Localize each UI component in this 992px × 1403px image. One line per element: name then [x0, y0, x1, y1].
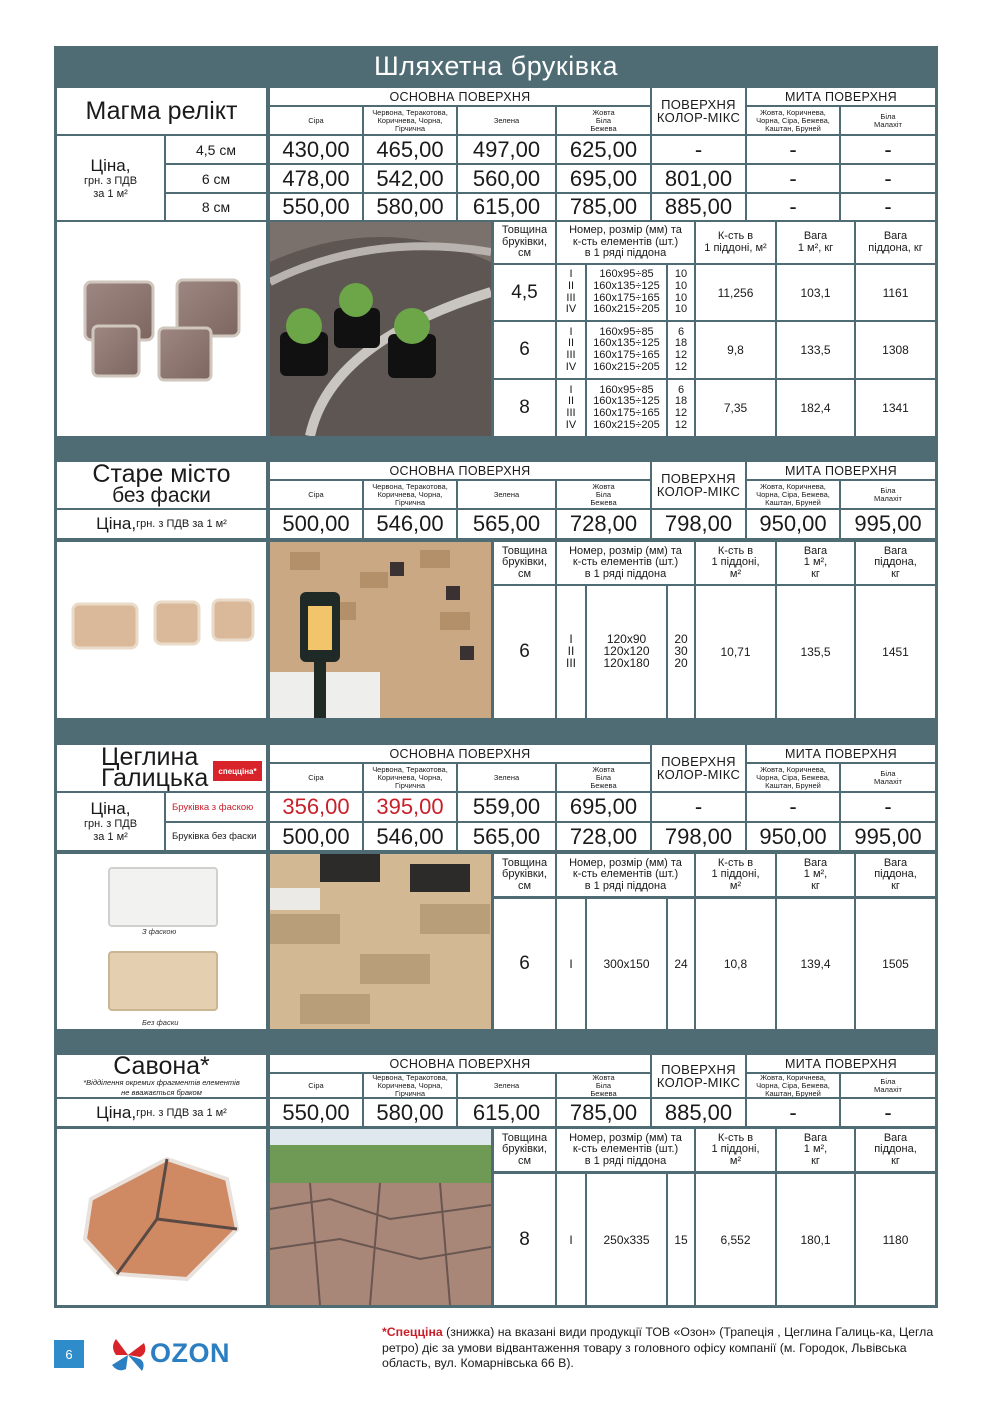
- price-cell: -: [841, 165, 935, 192]
- price-cell: -: [841, 1099, 935, 1126]
- spec-number: I: [557, 1174, 585, 1305]
- price-cell: 615,00: [458, 1099, 555, 1126]
- spec-numbers: I II III IV: [557, 322, 585, 378]
- price-cell: -: [747, 136, 839, 163]
- spec-pallet-header: Вага піддона, кг: [856, 542, 935, 584]
- price-cell: 560,00: [458, 165, 555, 192]
- spec-qty: 7,35: [696, 380, 775, 436]
- spec-weight-header: Вага 1 м², кг: [777, 854, 854, 896]
- price-cell: 798,00: [652, 823, 745, 850]
- main-surface-header: ОСНОВНА ПОВЕРХНЯ: [270, 1055, 650, 1072]
- spec-size-header: Номер, розмір (мм) та к-сть елементів (шт.) в 1 ряді піддона: [557, 542, 694, 584]
- price-cell: 546,00: [364, 823, 456, 850]
- product-name: Цеглина Галицька: [57, 745, 266, 791]
- color-mix-header: ПОВЕРХНЯ КОЛОР-МІКС: [652, 745, 745, 791]
- col-grey: Сіра: [270, 764, 362, 791]
- spec-thickness-header: Товщина бруківки, см: [494, 222, 555, 263]
- col-yellow: Жовта Біла Бежева: [557, 764, 650, 791]
- spec-thickness: 6: [494, 586, 555, 718]
- col-washed-white: Біла Малахіт: [841, 764, 935, 791]
- caption-no-chamfer: Без фаски: [142, 1018, 179, 1027]
- spec-thickness: 6: [494, 322, 555, 378]
- color-mix-header: ПОВЕРХНЯ КОЛОР-МІКС: [652, 462, 745, 508]
- price-cell: 798,00: [652, 510, 745, 538]
- special-price-badge: спецціна*: [213, 761, 262, 781]
- main-surface-header: ОСНОВНА ПОВЕРХНЯ: [270, 88, 650, 105]
- col-washed-white: Біла Малахіт: [841, 481, 935, 508]
- main-surface-header: ОСНОВНА ПОВЕРХНЯ: [270, 462, 650, 479]
- spec-thickness: 6: [494, 899, 555, 1029]
- product-sample-image: [57, 222, 266, 436]
- spec-numbers: I II III IV: [557, 265, 585, 320]
- col-red: Червона, Теракотова, Коричнева, Чорна, Гірчична: [364, 1074, 456, 1097]
- spec-thickness-header: Товщина бруківки, см: [494, 542, 555, 584]
- logo-text: OZON: [150, 1338, 230, 1368]
- product-sample-image: [57, 542, 266, 718]
- price-cell: 615,00: [458, 194, 555, 220]
- thickness-label: 8 см: [166, 194, 266, 220]
- spec-count: 15: [668, 1174, 694, 1305]
- product-sample-image: [57, 1129, 266, 1305]
- col-grey: Сіра: [270, 1074, 362, 1097]
- spec-counts: 6 18 12 12: [668, 380, 694, 436]
- price-cell: -: [747, 165, 839, 192]
- price-cell: 801,00: [652, 165, 745, 192]
- spec-qty: 11,256: [696, 265, 775, 320]
- spec-numbers: I II III IV: [557, 380, 585, 436]
- spec-weight-header: Вага 1 м², кг: [777, 1129, 854, 1171]
- spec-counts: 20 30 20: [668, 586, 694, 718]
- spec-counts: 6 18 12 12: [668, 322, 694, 378]
- price-label: Ціна, грн. з ПДВ за 1 м²: [57, 1099, 266, 1126]
- spec-sizes: 160x95÷85 160x135÷125 160x175÷165 160x215÷205: [587, 265, 666, 320]
- product-name: Магма релікт: [57, 88, 266, 134]
- caption-chamfer: З фаскою: [142, 927, 177, 936]
- price-cell: -: [652, 136, 745, 163]
- price-cell: 580,00: [364, 1099, 456, 1126]
- price-label: Ціна, грн. з ПДВ за 1 м²: [57, 136, 164, 220]
- price-cell: -: [747, 194, 839, 220]
- color-mix-header: ПОВЕРХНЯ КОЛОР-МІКС: [652, 88, 745, 134]
- spec-pallet: 1180: [856, 1174, 935, 1305]
- no-chamfer-label: Бруківка без фаски: [166, 823, 266, 850]
- col-red: Червона, Теракотова, Коричнева, Чорна, Гірчична: [364, 107, 456, 134]
- col-washed-multi: Жовта, Коричнева, Чорна, Сіра, Бежева, Каштан, Бруней: [747, 1074, 839, 1097]
- spec-weight: 135,5: [777, 586, 854, 718]
- spec-number: I: [557, 899, 585, 1029]
- spec-weight-header: Вага 1 м², кг: [777, 222, 854, 263]
- col-washed-multi: Жовта, Коричнева, Чорна, Сіра, Бежева, Каштан, Бруней: [747, 107, 839, 134]
- spec-sizes: 120x90 120x120 120x180: [587, 586, 666, 718]
- spec-count: 24: [668, 899, 694, 1029]
- spec-thickness: 8: [494, 380, 555, 436]
- spec-qty: 9,8: [696, 322, 775, 378]
- col-yellow: Жовта Біла Бежева: [557, 1074, 650, 1097]
- spec-qty-header: К-сть в 1 піддоні, м²: [696, 854, 775, 896]
- spec-weight: 139,4: [777, 899, 854, 1029]
- price-cell: 497,00: [458, 136, 555, 163]
- price-cell: 785,00: [557, 1099, 650, 1126]
- col-green: Зелена: [458, 764, 555, 791]
- footnote: *Спецціна (знижка) на вказані види продукції ТОВ «Озон» (Трапеція , Цеглина Галиць-ка, Цегла ретро) діє за умови відвантаження товару з головного офісу компанії (м. Городок, Львівська область, вул. Комарнівська 66 В).: [382, 1325, 934, 1370]
- price-cell: 465,00: [364, 136, 456, 163]
- col-washed-white: Біла Малахіт: [841, 107, 935, 134]
- price-cell: 995,00: [841, 823, 935, 850]
- price-cell: 356,00: [270, 793, 362, 821]
- price-cell: 950,00: [747, 823, 839, 850]
- spec-qty-header: К-сть в 1 піддоні, м²: [696, 542, 775, 584]
- col-washed-multi: Жовта, Коричнева, Чорна, Сіра, Бежева, Каштан, Бруней: [747, 764, 839, 791]
- col-washed-multi: Жовта, Коричнева, Чорна, Сіра, Бежева, Каштан, Бруней: [747, 481, 839, 508]
- spec-qty: 6,552: [696, 1174, 775, 1305]
- price-cell: 559,00: [458, 793, 555, 821]
- price-cell: 625,00: [557, 136, 650, 163]
- spec-sizes: 160x95÷85 160x135÷125 160x175÷165 160x215÷205: [587, 322, 666, 378]
- price-cell: -: [841, 136, 935, 163]
- col-red: Червона, Теракотова, Коричнева, Чорна, Гірчична: [364, 481, 456, 508]
- product-sample-image: [57, 854, 266, 1029]
- paving-photo: [270, 1129, 491, 1305]
- spec-size-header: Номер, розмір (мм) та к-сть елементів (шт.) в 1 ряді піддона: [557, 854, 694, 896]
- price-label: Ціна, грн. з ПДВ за 1 м²: [57, 510, 266, 538]
- price-cell: -: [841, 194, 935, 220]
- spec-pallet: 1505: [856, 899, 935, 1029]
- spec-thickness: 8: [494, 1174, 555, 1305]
- col-grey: Сіра: [270, 107, 362, 134]
- price-cell: 500,00: [270, 823, 362, 850]
- washed-surface-header: МИТА ПОВЕРХНЯ: [747, 745, 935, 762]
- spec-pallet: 1161: [856, 265, 935, 320]
- paving-photo: [270, 542, 491, 718]
- price-cell: 785,00: [557, 194, 650, 220]
- spec-thickness: 4,5: [494, 265, 555, 320]
- spec-weight-header: Вага 1 м², кг: [777, 542, 854, 584]
- spec-pallet-header: Вага піддона, кг: [856, 854, 935, 896]
- main-surface-header: ОСНОВНА ПОВЕРХНЯ: [270, 745, 650, 762]
- spec-size-header: Номер, розмір (мм) та к-сть елементів (шт.) в 1 ряді піддона: [557, 222, 694, 263]
- spec-qty-header: К-сть в 1 піддоні, м²: [696, 1129, 775, 1171]
- spec-counts: 10 10 10 10: [668, 265, 694, 320]
- spec-thickness-header: Товщина бруківки, см: [494, 854, 555, 896]
- price-cell: 885,00: [652, 194, 745, 220]
- price-cell: 546,00: [364, 510, 456, 538]
- col-grey: Сіра: [270, 481, 362, 508]
- price-cell: 885,00: [652, 1099, 745, 1126]
- price-cell: 430,00: [270, 136, 362, 163]
- washed-surface-header: МИТА ПОВЕРХНЯ: [747, 88, 935, 105]
- spec-thickness-header: Товщина бруківки, см: [494, 1129, 555, 1171]
- chamfer-label: Бруківка з фаскою: [166, 793, 266, 821]
- price-cell: 395,00: [364, 793, 456, 821]
- washed-surface-header: МИТА ПОВЕРХНЯ: [747, 462, 935, 479]
- price-cell: 478,00: [270, 165, 362, 192]
- price-cell: 500,00: [270, 510, 362, 538]
- spec-weight: 133,5: [777, 322, 854, 378]
- col-yellow: Жовта Біла Бежева: [557, 481, 650, 508]
- washed-surface-header: МИТА ПОВЕРХНЯ: [747, 1055, 935, 1072]
- thickness-label: 4,5 см: [166, 136, 266, 163]
- price-cell: 580,00: [364, 194, 456, 220]
- spec-weight: 180,1: [777, 1174, 854, 1305]
- thickness-label: 6 см: [166, 165, 266, 192]
- spec-pallet: 1341: [856, 380, 935, 436]
- paving-photo: [270, 854, 491, 1029]
- price-cell: 728,00: [557, 510, 650, 538]
- spec-weight: 182,4: [777, 380, 854, 436]
- spec-pallet-header: Вага піддона, кг: [856, 1129, 935, 1171]
- price-cell: 695,00: [557, 165, 650, 192]
- spec-pallet: 1308: [856, 322, 935, 378]
- col-red: Червона, Теракотова, Коричнева, Чорна, Гірчична: [364, 764, 456, 791]
- price-cell: 695,00: [557, 793, 650, 821]
- paving-photo: [270, 222, 491, 436]
- spec-weight: 103,1: [777, 265, 854, 320]
- page-number: 6: [54, 1340, 84, 1368]
- spec-size: 250x335: [587, 1174, 666, 1305]
- price-cell: 728,00: [557, 823, 650, 850]
- price-cell: -: [652, 793, 745, 821]
- price-cell: 550,00: [270, 1099, 362, 1126]
- product-name: Старе місто без фаски: [57, 462, 266, 508]
- spec-numbers: I II III: [557, 586, 585, 718]
- col-washed-white: Біла Малахіт: [841, 1074, 935, 1097]
- page-title: Шляхетна бруківка: [374, 51, 618, 81]
- spec-size-header: Номер, розмір (мм) та к-сть елементів (шт.) в 1 ряді піддона: [557, 1129, 694, 1171]
- col-yellow: Жовта Біла Бежева: [557, 107, 650, 134]
- color-mix-header: ПОВЕРХНЯ КОЛОР-МІКС: [652, 1055, 745, 1097]
- spec-qty: 10,8: [696, 899, 775, 1029]
- spec-pallet-header: Вага піддона, кг: [856, 222, 935, 263]
- spec-sizes: 160x95÷85 160x135÷125 160x175÷165 160x215÷205: [587, 380, 666, 436]
- col-green: Зелена: [458, 481, 555, 508]
- product-name: Савона* *Відділення окремих фрагментів елементів не вважається браком: [57, 1055, 266, 1097]
- spec-size: 300x150: [587, 899, 666, 1029]
- price-cell: 542,00: [364, 165, 456, 192]
- col-green: Зелена: [458, 107, 555, 134]
- col-green: Зелена: [458, 1074, 555, 1097]
- price-cell: 950,00: [747, 510, 839, 538]
- price-cell: 550,00: [270, 194, 362, 220]
- spec-qty: 10,71: [696, 586, 775, 718]
- price-label: Ціна, грн. з ПДВ за 1 м²: [57, 793, 164, 850]
- price-cell: 995,00: [841, 510, 935, 538]
- price-cell: 565,00: [458, 510, 555, 538]
- spec-pallet: 1451: [856, 586, 935, 718]
- price-cell: 565,00: [458, 823, 555, 850]
- price-cell: -: [747, 793, 839, 821]
- price-cell: -: [841, 793, 935, 821]
- price-cell: -: [747, 1099, 839, 1126]
- spec-qty-header: К-сть в 1 піддоні, м²: [696, 222, 775, 263]
